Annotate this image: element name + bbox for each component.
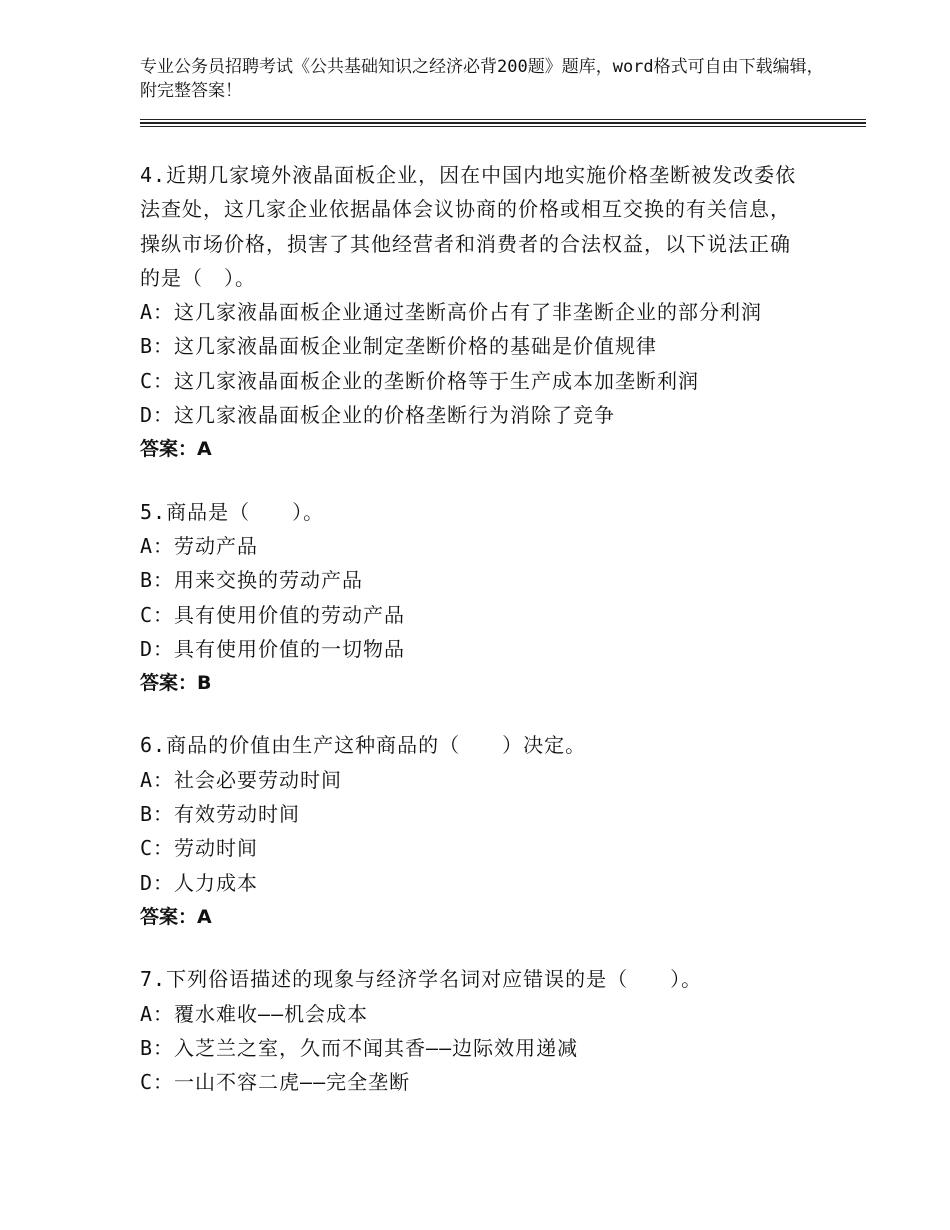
header-divider xyxy=(140,126,866,127)
option-a: A：覆水难收——机会成本 xyxy=(140,1001,369,1026)
question-stem: 6.商品的价值由生产这种商品的（ ）决定。 xyxy=(140,733,587,758)
question-4 xyxy=(140,158,800,467)
question-list xyxy=(140,158,800,1127)
header-divider xyxy=(140,122,866,124)
option-b: B：有效劳动时间 xyxy=(140,802,301,827)
option-b: B：入芝兰之室，久而不闻其香——边际效用递减 xyxy=(140,1035,579,1060)
option-d: D：这几家液晶面板企业的价格垄断行为消除了竞争 xyxy=(140,403,616,428)
answer: 答案：A xyxy=(140,438,212,461)
answer: 答案：B xyxy=(140,672,212,695)
option-a: A：这几家液晶面板企业通过垄断高价占有了非垄断企业的部分利润 xyxy=(140,300,763,325)
question-stem: 4.近期几家境外液晶面板企业，因在中国内地实施价格垄断被发改委依法查处，这几家企业依据晶体会议协商的价格或相互交换的有关信息，操纵市场价格，损害了其他经营者和消费者的合法权益，以下说法正确的是（ ）。 xyxy=(140,163,797,290)
option-d: D：具有使用价值的一切物品 xyxy=(140,636,406,661)
question-7 xyxy=(140,962,800,1099)
option-d: D：人力成本 xyxy=(140,870,259,895)
option-c: C：劳动时间 xyxy=(140,836,259,861)
option-c: C：一山不容二虎——完全垄断 xyxy=(140,1070,411,1095)
option-c: C：具有使用价值的劳动产品 xyxy=(140,602,406,627)
option-a: A：社会必要劳动时间 xyxy=(140,767,343,792)
question-stem: 7.下列俗语描述的现象与经济学名词对应错误的是（ ）。 xyxy=(140,967,703,992)
answer: 答案：A xyxy=(140,905,212,928)
question-6 xyxy=(140,728,800,934)
option-b: B：这几家液晶面板企业制定垄断价格的基础是价值规律 xyxy=(140,334,658,359)
option-c: C：这几家液晶面板企业的垄断价格等于生产成本加垄断利润 xyxy=(140,368,700,393)
question-stem: 5.商品是（ ）。 xyxy=(140,499,325,524)
header-divider xyxy=(140,119,866,120)
option-a: A：劳动产品 xyxy=(140,533,259,558)
page-header: 专业公务员招聘考试《公共基础知识之经济必背200题》题库，word格式可自由下载编辑，附完整答案！ xyxy=(140,57,824,101)
question-5 xyxy=(140,495,800,701)
option-b: B：用来交换的劳动产品 xyxy=(140,568,364,593)
